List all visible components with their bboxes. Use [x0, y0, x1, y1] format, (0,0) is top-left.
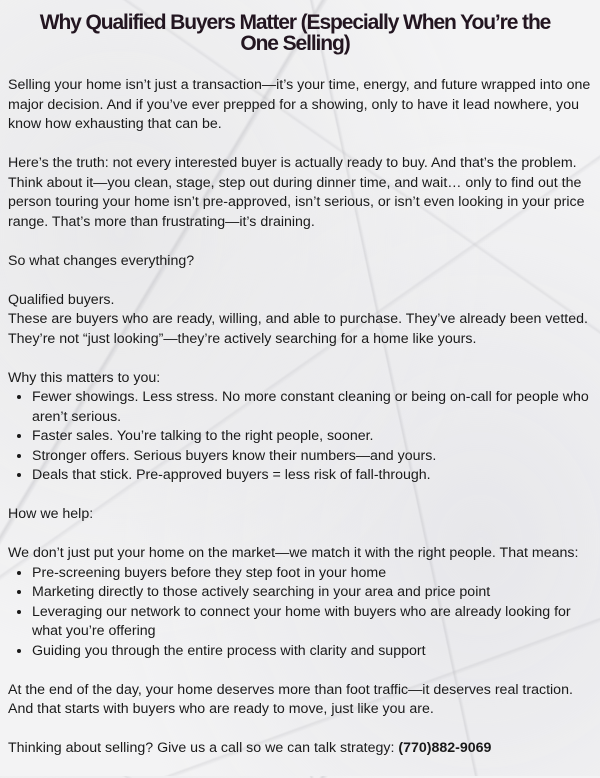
closing-paragraph: At the end of the day, your home deserves more than foot traffic—it deserves real traction. And that starts with buyers who are ready to move, just like you are. [8, 681, 573, 717]
call-to-action [8, 739, 592, 759]
help-heading: How we help: [8, 506, 94, 522]
help-list-item: • Pre-screening buyers before they step foot in your home [32, 564, 592, 584]
qualified-heading: Qualified buyers. [8, 291, 115, 308]
help-intro: We don’t just put your home on the market—we match it with the right people. That means: [8, 545, 579, 561]
phone-number[interactable]: (770)882-9069 [398, 740, 492, 756]
question-paragraph: So what changes everything? [8, 252, 195, 269]
why-list-item: • Deals that stick. Pre-approved buyers = less risk of fall-through. [32, 466, 592, 486]
help-list-item: • Leveraging our network to connect your home with buyers who are already looking for what you’re offering [32, 603, 592, 642]
why-list [8, 388, 592, 486]
why-list-item: • Fewer showings. Less stress. No more constant cleaning or being on-call for people who aren’t serious. [32, 388, 592, 427]
intro-paragraph: Selling your home isn’t just a transaction—it’s your time, energy, and future wrapped into one major decision. And if you’ve ever prepped for a showing, only to have it lead nowhere, you know how exhausting that can be. [8, 77, 591, 132]
help-list-item: • Guiding you through the entire process with clarity and support [32, 642, 592, 662]
help-list [8, 564, 592, 662]
help-list-item: • Marketing directly to those actively searching in your area and price point [32, 583, 592, 603]
why-list-item: • Stronger offers. Serious buyers know their numbers—and yours. [32, 447, 592, 467]
qualified-paragraph: These are buyers who are ready, willing, and able to purchase. They’ve already been vetted. They’re not “just looking”—they’re actively searching for a home like yours. [8, 311, 588, 347]
why-heading: Why this matters to you: [8, 369, 161, 386]
page-title: Why Qualified Buyers Matter (Especially When You’re the One Selling) [39, 11, 551, 55]
article-body [8, 76, 592, 778]
why-list-item: • Faster sales. You’re talking to the right people, sooner. [32, 427, 592, 447]
cta-text: Thinking about selling? Give us a call so we can talk strategy: [8, 740, 399, 756]
truth-paragraph: Here’s the truth: not every interested buyer is actually ready to buy. And that’s the problem. Think about it—you clean, stage, step out during dinner time, and wait… only to find out the person touring your home isn’t pre-approved, isn’t serious, or isn’t even looking in your price range. That’s more than frustrating—it’s draining. [8, 155, 585, 230]
